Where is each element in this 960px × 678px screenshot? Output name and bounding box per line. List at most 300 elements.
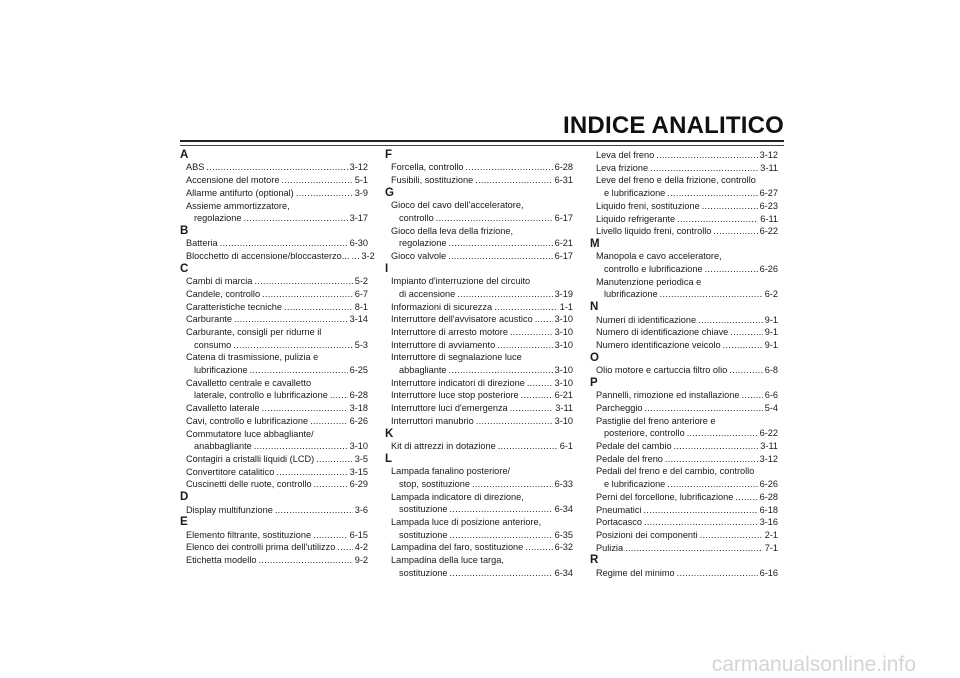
index-page-number: 3-17 bbox=[349, 213, 368, 224]
index-page-number: 3-10 bbox=[554, 377, 573, 388]
index-column-2 bbox=[385, 149, 573, 579]
index-entry-text: Fusibili, sostituzione bbox=[391, 175, 474, 186]
index-page-number: 9-1 bbox=[764, 327, 778, 338]
watermark-text: carmanualsonline.info bbox=[711, 653, 916, 676]
index-page-number: 6-32 bbox=[554, 542, 573, 553]
index-page-number: 1-1 bbox=[559, 301, 573, 312]
index-entry-line: Lampada luce di posizione anteriore, bbox=[391, 516, 542, 527]
index-page-number: 6-29 bbox=[349, 479, 368, 490]
index-page-number: 4-2 bbox=[354, 542, 368, 553]
index-entry-line: Manopola e cavo acceleratore, bbox=[596, 251, 722, 262]
index-page-number: 6-28 bbox=[759, 491, 778, 502]
dot-leader bbox=[677, 567, 758, 580]
index-entry bbox=[385, 541, 573, 554]
index-entry bbox=[385, 440, 573, 453]
index-entry-text: Display multifunzione bbox=[186, 504, 273, 515]
index-page-number: 3-9 bbox=[354, 187, 368, 198]
dot-leader bbox=[449, 237, 553, 250]
index-entry-text: Parcheggio bbox=[596, 402, 643, 413]
index-entry-text: Cavi, controllo e lubrificazione bbox=[186, 415, 309, 426]
dot-leader bbox=[742, 389, 763, 402]
index-letter-heading: F bbox=[385, 149, 393, 161]
index-page-number: 3-12 bbox=[759, 150, 778, 160]
index-page-number: 6-28 bbox=[349, 390, 368, 401]
index-entry-text: sostituzione bbox=[399, 567, 448, 578]
index-letter-heading: G bbox=[385, 186, 394, 199]
index-entry-text: stop, sostituzione bbox=[399, 478, 470, 489]
index-entry-line: Impianto d'interruzione del circuito bbox=[391, 276, 531, 287]
index-entry-line: Leve del freno e della frizione, controllo bbox=[596, 175, 756, 186]
index-entry-text: Forcella, controllo bbox=[391, 162, 464, 173]
index-entry-line: Lampadina della luce targa, bbox=[391, 555, 504, 566]
index-entry bbox=[590, 529, 778, 542]
index-entry-text: Interruttore dell'avvisatore acustico bbox=[391, 314, 533, 325]
index-page-number: 6-16 bbox=[759, 567, 778, 578]
index-page-number: 6-28 bbox=[554, 162, 573, 173]
dot-leader bbox=[262, 402, 348, 415]
index-entry-text: Interruttori manubrio bbox=[391, 415, 474, 426]
index-entry-text: e lubrificazione bbox=[604, 188, 666, 199]
index-entry bbox=[590, 516, 778, 529]
index-entry bbox=[590, 149, 778, 162]
index-page-number: 3-10 bbox=[554, 314, 573, 325]
index-letter-heading: E bbox=[180, 516, 188, 529]
dot-leader bbox=[450, 567, 553, 580]
index-entry bbox=[590, 389, 778, 402]
index-entry bbox=[180, 250, 375, 263]
index-entry-text: Cambi di marcia bbox=[186, 276, 253, 287]
index-page-number: 6-33 bbox=[554, 478, 573, 489]
index-page-number: 6-2 bbox=[764, 289, 778, 300]
index-entry bbox=[385, 402, 573, 415]
index-entry bbox=[180, 389, 368, 402]
index-entry bbox=[180, 541, 368, 554]
dot-leader bbox=[660, 288, 763, 301]
index-page-number: 6-17 bbox=[554, 212, 573, 223]
index-entry-text: e lubrificazione bbox=[604, 479, 666, 490]
index-page-number: 6-30 bbox=[349, 238, 368, 249]
index-entry-text: lubrificazione bbox=[194, 365, 248, 376]
index-page-number: 6-21 bbox=[554, 238, 573, 249]
dot-leader bbox=[665, 453, 758, 466]
index-entry bbox=[590, 402, 778, 415]
index-letter-heading: P bbox=[590, 376, 598, 389]
dot-leader bbox=[643, 504, 757, 517]
dot-leader bbox=[314, 478, 348, 491]
dot-leader bbox=[497, 339, 552, 352]
index-entry bbox=[385, 288, 573, 301]
dot-leader bbox=[535, 313, 553, 326]
index-entry bbox=[590, 478, 778, 491]
index-page-number: 6-21 bbox=[554, 390, 573, 401]
index-entry bbox=[180, 453, 368, 466]
index-entry-text: Gioco valvole bbox=[391, 251, 447, 262]
index-entry bbox=[590, 440, 778, 453]
index-entry-text: Etichetta modello bbox=[186, 555, 257, 566]
index-page-number: 3-2 bbox=[361, 251, 375, 262]
dot-leader bbox=[449, 364, 553, 377]
index-page-number: 3-14 bbox=[349, 314, 368, 325]
index-page-number: 6-22 bbox=[759, 226, 778, 237]
index-entry bbox=[180, 174, 368, 187]
index-entry bbox=[590, 213, 778, 226]
index-page-number: 6-7 bbox=[354, 288, 368, 299]
index-entry bbox=[180, 415, 368, 428]
index-entry-line: Gioco del cavo dell'acceleratore, bbox=[391, 200, 524, 211]
index-entry-text: Kit di attrezzi in dotazione bbox=[391, 440, 496, 451]
dot-leader bbox=[729, 364, 762, 377]
index-entry-text: controllo bbox=[399, 212, 434, 223]
index-entry bbox=[180, 466, 368, 479]
dot-leader bbox=[220, 237, 348, 250]
index-letter-heading: M bbox=[590, 237, 600, 250]
index-entry-line: Gioco della leva della frizione, bbox=[391, 225, 514, 236]
index-page-number: 6-25 bbox=[349, 365, 368, 376]
dot-leader bbox=[677, 213, 758, 226]
index-entry bbox=[385, 161, 573, 174]
index-page-number: 6-1 bbox=[559, 440, 573, 451]
index-letter-heading: K bbox=[385, 427, 394, 440]
index-page-number: 3-16 bbox=[759, 517, 778, 528]
dot-leader bbox=[351, 250, 359, 263]
index-entry-text: laterale, controllo e lubrificazione bbox=[194, 390, 328, 401]
dot-leader bbox=[284, 301, 353, 314]
index-entry bbox=[180, 440, 368, 453]
dot-leader bbox=[254, 275, 352, 288]
index-entry bbox=[180, 301, 368, 314]
index-page-number: 3-10 bbox=[554, 365, 573, 376]
index-entry-text: Blocchetto di accensione/bloccasterzo... bbox=[186, 251, 350, 262]
index-entry bbox=[385, 301, 573, 314]
index-entry bbox=[385, 567, 573, 580]
index-entry bbox=[590, 263, 778, 276]
dot-leader bbox=[337, 541, 352, 554]
index-entry-text: Liquido freni, sostituzione bbox=[596, 200, 700, 211]
index-entry-text: Interruttore di arresto motore bbox=[391, 326, 508, 337]
dot-leader bbox=[244, 212, 348, 225]
index-entry bbox=[590, 427, 778, 440]
index-entry-text: Posizioni dei componenti bbox=[596, 529, 698, 540]
dot-leader bbox=[276, 466, 347, 479]
dot-leader bbox=[206, 161, 347, 174]
index-entry-text: Carburante bbox=[186, 314, 232, 325]
index-page-number: 6-26 bbox=[349, 415, 368, 426]
dot-leader bbox=[258, 554, 352, 567]
index-entry-text: di accensione bbox=[399, 288, 456, 299]
index-entry-line: Lampada indicatore di direzione, bbox=[391, 491, 524, 502]
index-entry bbox=[385, 326, 573, 339]
index-page-number: 6-18 bbox=[759, 504, 778, 515]
index-entry bbox=[590, 364, 778, 377]
index-entry bbox=[590, 187, 778, 200]
index-page-number: 9-1 bbox=[764, 314, 778, 325]
index-entry-line: Interruttore di segnalazione luce bbox=[391, 352, 522, 363]
index-entry bbox=[385, 415, 573, 428]
index-entry-line: Pastiglie del freno anteriore e bbox=[596, 415, 716, 426]
index-entry-text: sostituzione bbox=[399, 504, 448, 515]
index-entry-text: Interruttore luci d'emergenza bbox=[391, 403, 508, 414]
dot-leader bbox=[472, 478, 553, 491]
index-entry-line: Pedali del freno e del cambio, controllo bbox=[596, 466, 755, 477]
index-entry bbox=[590, 225, 778, 238]
index-entry-line: Manutenzione periodica e bbox=[596, 276, 702, 287]
title-rule-thick bbox=[180, 140, 784, 142]
index-page-number: 5-4 bbox=[764, 402, 778, 413]
index-entry-text: sostituzione bbox=[399, 529, 448, 540]
index-entry-text: consumo bbox=[194, 339, 232, 350]
dot-leader bbox=[498, 440, 558, 453]
index-page-number: 6-17 bbox=[554, 251, 573, 262]
index-entry-text: regolazione bbox=[399, 238, 447, 249]
index-entry-text: Olio motore e cartuccia filtro olio bbox=[596, 365, 728, 376]
index-page-number: 6-31 bbox=[554, 175, 573, 186]
index-letter-heading: N bbox=[590, 301, 599, 314]
index-page-number: 5-1 bbox=[354, 175, 368, 186]
dot-leader bbox=[250, 364, 348, 377]
index-entry bbox=[590, 542, 778, 555]
index-entry bbox=[180, 161, 368, 174]
index-entry bbox=[180, 364, 368, 377]
index-entry-text: Perni del forcellone, lubrificazione bbox=[596, 491, 734, 502]
dot-leader bbox=[705, 263, 758, 276]
index-entry bbox=[590, 200, 778, 213]
dot-leader bbox=[700, 529, 763, 542]
dot-leader bbox=[730, 326, 762, 339]
index-entry-text: Contagiri a cristalli liquidi (LCD) bbox=[186, 453, 315, 464]
index-entry-text: Interruttore luce stop posteriore bbox=[391, 390, 519, 401]
index-entry bbox=[180, 212, 368, 225]
index-page-number: 6-26 bbox=[759, 479, 778, 490]
index-page-number: 2-1 bbox=[764, 529, 778, 540]
dot-leader bbox=[687, 427, 758, 440]
index-entry-text: Batteria bbox=[186, 238, 218, 249]
dot-leader bbox=[475, 174, 552, 187]
index-entry-line: Assieme ammortizzatore, bbox=[186, 200, 290, 211]
index-entry bbox=[180, 288, 368, 301]
index-page-number: 5-3 bbox=[354, 339, 368, 350]
index-entry bbox=[385, 364, 573, 377]
index-entry bbox=[180, 339, 368, 352]
index-entry bbox=[590, 491, 778, 504]
index-entry-line: Lampada fanalino posteriore/ bbox=[391, 466, 511, 477]
index-page-number: 3-12 bbox=[759, 453, 778, 464]
dot-leader bbox=[667, 478, 757, 491]
index-page-number: 9-2 bbox=[354, 555, 368, 566]
index-page-number: 6-23 bbox=[759, 200, 778, 211]
index-entry-text: controllo e lubrificazione bbox=[604, 264, 703, 275]
index-entry-line: Cavalletto centrale e cavalletto bbox=[186, 377, 312, 388]
index-page-number: 8-1 bbox=[354, 301, 368, 312]
index-entry bbox=[590, 314, 778, 327]
index-entry-text: Pannelli, rimozione ed installazione bbox=[596, 390, 740, 401]
index-entry-text: Convertitore catalitico bbox=[186, 466, 275, 477]
index-entry bbox=[590, 326, 778, 339]
index-entry-text: Interruttore di avviamento bbox=[391, 339, 496, 350]
index-entry-line: Commutatore luce abbagliante/ bbox=[186, 428, 314, 439]
index-entry bbox=[590, 567, 778, 580]
index-entry-line: Catena di trasmissione, pulizia e bbox=[186, 352, 319, 363]
index-entry bbox=[385, 250, 573, 263]
dot-leader bbox=[510, 326, 553, 339]
index-entry bbox=[590, 453, 778, 466]
dot-leader bbox=[450, 529, 553, 542]
dot-leader bbox=[457, 288, 552, 301]
index-entry bbox=[385, 377, 573, 390]
dot-leader bbox=[254, 440, 348, 453]
index-page-number: 6-15 bbox=[349, 529, 368, 540]
index-page-number: 3-19 bbox=[554, 288, 573, 299]
dot-leader bbox=[723, 339, 763, 352]
dot-leader bbox=[316, 453, 353, 466]
index-entry-text: Liquido refrigerante bbox=[596, 213, 676, 224]
index-page-number: 6-35 bbox=[554, 529, 573, 540]
index-entry-text: Numero identificazione veicolo bbox=[596, 339, 721, 350]
index-entry bbox=[590, 162, 778, 175]
index-page-number: 3-11 bbox=[555, 403, 573, 414]
dot-leader bbox=[525, 541, 552, 554]
index-entry-text: Candele, controllo bbox=[186, 288, 261, 299]
dot-leader bbox=[310, 415, 348, 428]
index-entry-text: ABS bbox=[186, 162, 205, 173]
index-entry bbox=[180, 504, 368, 517]
index-entry-text: Pedale del freno bbox=[596, 453, 663, 464]
index-letter-heading: L bbox=[385, 452, 393, 465]
index-letter-heading: A bbox=[180, 149, 189, 161]
index-entry-text: anabbagliante bbox=[194, 441, 252, 452]
index-page-number: 3-10 bbox=[349, 441, 368, 452]
index-page-number: 3-15 bbox=[349, 466, 368, 477]
index-entry bbox=[180, 478, 368, 491]
index-page-number: 3-10 bbox=[554, 326, 573, 337]
index-entry-text: Cuscinetti delle ruote, controllo bbox=[186, 479, 312, 490]
index-entry-text: Lampadina del faro, sostituzione bbox=[391, 542, 524, 553]
index-entry-text: Livello liquido freni, controllo bbox=[596, 226, 712, 237]
index-letter-heading: O bbox=[590, 351, 599, 364]
index-entry bbox=[385, 212, 573, 225]
index-entry bbox=[590, 288, 778, 301]
index-page-number: 6-22 bbox=[759, 428, 778, 439]
index-entry-text: Informazioni di sicurezza bbox=[391, 301, 493, 312]
dot-leader bbox=[713, 225, 757, 238]
index-entry-text: Elemento filtrante, sostituzione bbox=[186, 529, 312, 540]
index-entry-text: Portacasco bbox=[596, 517, 642, 528]
dot-leader bbox=[494, 301, 558, 314]
dot-leader bbox=[735, 491, 757, 504]
dot-leader bbox=[667, 187, 757, 200]
index-entry-text: Pulizia bbox=[596, 542, 624, 553]
index-page-number: 3-11 bbox=[760, 162, 778, 173]
index-entry bbox=[180, 402, 368, 415]
index-page-number: 6-26 bbox=[759, 264, 778, 275]
index-page-number: 3-11 bbox=[760, 440, 778, 451]
dot-leader bbox=[233, 339, 352, 352]
index-page-number: 6-8 bbox=[764, 365, 778, 376]
index-entry-text: Pneumatici bbox=[596, 504, 642, 515]
index-entry-text: Elenco dei controlli prima dell'utilizzo bbox=[186, 542, 336, 553]
index-entry bbox=[180, 187, 368, 200]
dot-leader bbox=[527, 377, 553, 390]
index-page-number: 9-1 bbox=[764, 339, 778, 350]
dot-leader bbox=[281, 174, 352, 187]
index-entry-text: Accensione del motore bbox=[186, 175, 280, 186]
index-entry-text: Cavalletto laterale bbox=[186, 403, 260, 414]
index-page-number: 6-27 bbox=[759, 188, 778, 199]
index-entry bbox=[385, 237, 573, 250]
page-title: INDICE ANALITICO bbox=[563, 112, 784, 139]
dot-leader bbox=[521, 389, 553, 402]
index-page-number: 6-6 bbox=[764, 390, 778, 401]
index-entry-line: Carburante, consigli per ridurne il bbox=[186, 326, 322, 337]
dot-leader bbox=[296, 187, 353, 200]
index-page-number: 3-5 bbox=[354, 453, 368, 464]
dot-leader bbox=[466, 161, 553, 174]
watermark bbox=[0, 650, 960, 678]
dot-leader bbox=[698, 314, 763, 327]
index-entry-text: Numero di identificazione chiave bbox=[596, 327, 729, 338]
index-page-number: 3-18 bbox=[349, 403, 368, 414]
index-entry-text: regolazione bbox=[194, 213, 242, 224]
index-entry-text: Leva frizione bbox=[596, 162, 649, 173]
index-letter-heading: B bbox=[180, 224, 189, 237]
dot-leader bbox=[330, 389, 348, 402]
index-entry bbox=[385, 503, 573, 516]
dot-leader bbox=[448, 250, 552, 263]
index-page-number: 6-11 bbox=[760, 213, 778, 224]
index-entry-text: Leva del freno bbox=[596, 150, 655, 160]
index-page-number: 6-34 bbox=[554, 504, 573, 515]
dot-leader bbox=[644, 402, 762, 415]
dot-leader bbox=[656, 149, 757, 162]
dot-leader bbox=[644, 516, 758, 529]
index-column-3 bbox=[590, 149, 778, 579]
index-entry-text: Caratteristiche tecniche bbox=[186, 301, 283, 312]
index-entry-text: lubrificazione bbox=[604, 289, 658, 300]
dot-leader bbox=[234, 313, 348, 326]
index-entry bbox=[180, 529, 368, 542]
index-page-number: 7-1 bbox=[764, 542, 778, 553]
dot-leader bbox=[275, 504, 353, 517]
index-entry bbox=[385, 529, 573, 542]
dot-leader bbox=[702, 200, 758, 213]
index-page-number: 5-2 bbox=[354, 276, 368, 287]
index-entry bbox=[180, 554, 368, 567]
index-page-number: 3-12 bbox=[349, 162, 368, 173]
index-entry-text: posteriore, controllo bbox=[604, 428, 685, 439]
dot-leader bbox=[674, 440, 759, 453]
dot-leader bbox=[476, 415, 553, 428]
dot-leader bbox=[436, 212, 553, 225]
index-letter-heading: R bbox=[590, 554, 599, 567]
index-entry bbox=[385, 389, 573, 402]
dot-leader bbox=[450, 503, 553, 516]
index-entry-text: Pedale del cambio bbox=[596, 440, 672, 451]
index-entry-text: Numeri di identificazione bbox=[596, 314, 697, 325]
index-entry bbox=[180, 237, 368, 250]
index-entry-text: Regime del minimo bbox=[596, 567, 675, 578]
index-entry bbox=[385, 339, 573, 352]
index-letter-heading: C bbox=[180, 262, 189, 275]
title-rule-thin bbox=[180, 145, 784, 146]
index-entry bbox=[590, 339, 778, 352]
index-entry bbox=[385, 174, 573, 187]
dot-leader bbox=[313, 529, 347, 542]
index-entry bbox=[385, 478, 573, 491]
index-entry-text: Allarme antifurto (optional) bbox=[186, 187, 294, 198]
index-entry bbox=[385, 313, 573, 326]
index-entry bbox=[590, 504, 778, 517]
dot-leader bbox=[510, 402, 554, 415]
index-page-number: 3-10 bbox=[554, 339, 573, 350]
